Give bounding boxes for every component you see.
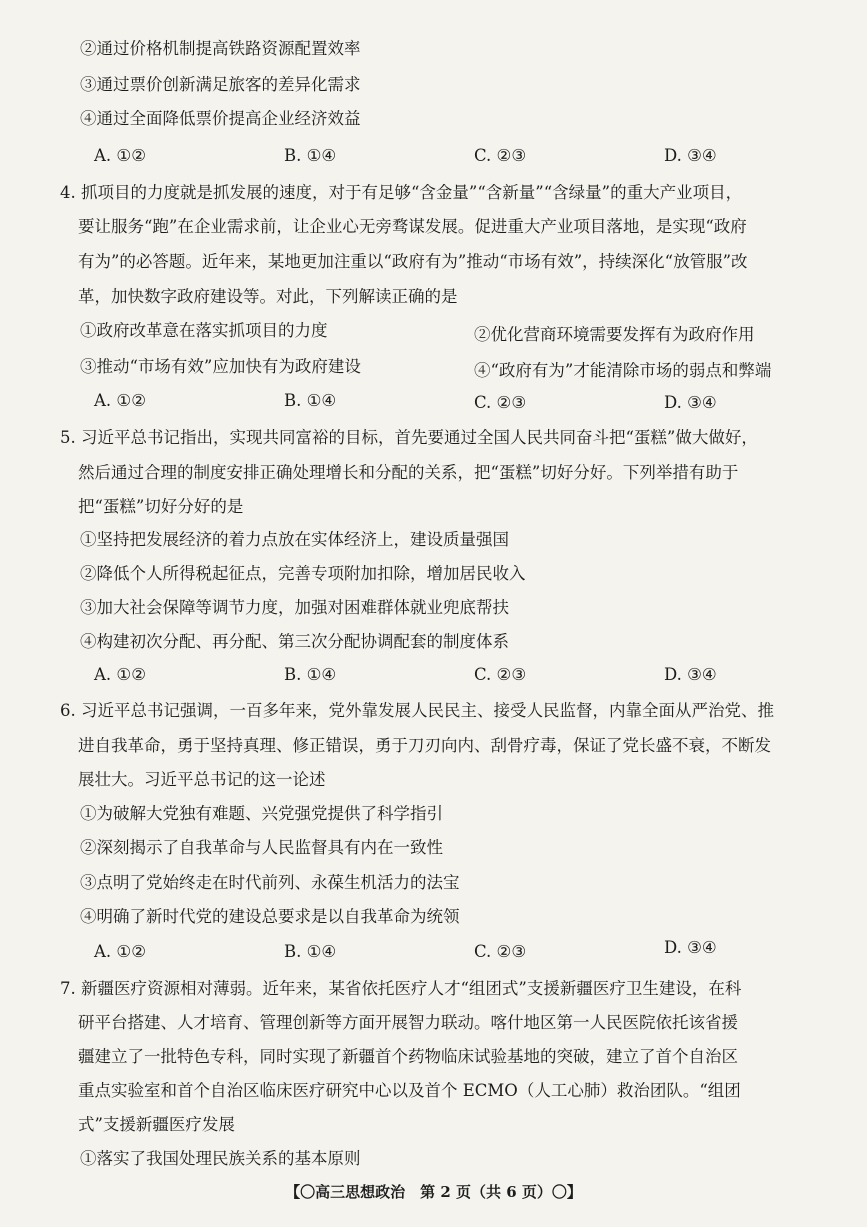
q7-stem-line-2: 研平台搭建、人才培育、管理创新等方面开展智力联动。喀什地区第一人民医院依托该省援: [78, 1013, 738, 1032]
q6-stem-line-3: 展壮大。习近平总书记的这一论述: [78, 770, 326, 789]
q3-option-d: D. ③④: [664, 146, 717, 165]
q6-item-2: ②深刻揭示了自我革命与人民监督具有内在一致性: [80, 838, 443, 857]
q5-item-4: ④构建初次分配、再分配、第三次分配协调配套的制度体系: [80, 632, 509, 651]
q5-option-a: A. ①②: [94, 665, 146, 684]
q7-stem-line-4: 重点实验室和首个自治区临床医疗研究中心以及首个 ECMO（人工心肺）救治团队。“组团: [78, 1081, 741, 1100]
q6-item-4: ④明确了新时代党的建设总要求是以自我革命为统领: [80, 907, 460, 926]
q5-stem-line-2: 然后通过合理的制度安排正确处理增长和分配的关系，把“蛋糕”切好分好。下列举措有助于: [78, 463, 739, 482]
q7-stem-line-5: 式”支援新疆医疗发展: [78, 1115, 235, 1134]
page-footer: 【〇高三思想政治 第 2 页（共 6 页）〇】: [285, 1183, 582, 1201]
q7-stem-line-3: 疆建立了一批特色专科，同时实现了新疆首个药物临床试验基地的突破，建立了首个自治区: [78, 1047, 738, 1066]
q4-stem-line-2: 要让服务“跑”在企业需求前，让企业心无旁骛谋发展。促进重大产业项目落地，是实现“政府: [78, 217, 747, 236]
q5-option-c: C. ②③: [474, 665, 527, 684]
q3-item-2: ②通过价格机制提高铁路资源配置效率: [80, 39, 361, 58]
q4-option-c: C. ②③: [474, 393, 527, 412]
q6-option-b: B. ①④: [284, 942, 337, 961]
q6-option-a: A. ①②: [94, 942, 146, 961]
q3-option-a: A. ①②: [94, 146, 146, 165]
q5-option-d: D. ③④: [664, 665, 717, 684]
q4-item-3: ③推动“市场有效”应加快有为政府建设: [80, 357, 361, 376]
q4-option-d: D. ③④: [664, 393, 717, 412]
q5-option-b: B. ①④: [284, 665, 337, 684]
q5-item-3: ③加大社会保障等调节力度，加强对困难群体就业兜底帮扶: [80, 598, 509, 617]
q6-item-1: ①为破解大党独有难题、兴党强党提供了科学指引: [80, 804, 443, 823]
q5-item-2: ②降低个人所得税起征点，完善专项附加扣除，增加居民收入: [80, 564, 526, 583]
q4-stem-line-1: 4. 抓项目的力度就是抓发展的速度，对于有足够“含金量”“含新量”“含绿量”的重大产业项目，: [60, 183, 743, 202]
q3-option-c: C. ②③: [474, 146, 527, 165]
q4-item-1: ①政府改革意在落实抓项目的力度: [80, 321, 328, 340]
q5-stem-line-3: 把“蛋糕”切好分好的是: [78, 497, 244, 516]
q4-item-4: ④“政府有为”才能清除市场的弱点和弊端: [474, 361, 772, 380]
q4-item-2: ②优化营商环境需要发挥有为政府作用: [474, 325, 755, 344]
q7-item-1: ①落实了我国处理民族关系的基本原则: [80, 1149, 361, 1168]
q3-item-3: ③通过票价创新满足旅客的差异化需求: [80, 75, 361, 94]
q5-item-1: ①坚持把发展经济的着力点放在实体经济上，建设质量强国: [80, 530, 509, 549]
q4-stem-line-4: 革，加快数字政府建设等。对此，下列解读正确的是: [78, 287, 458, 306]
q7-stem-line-1: 7. 新疆医疗资源相对薄弱。近年来，某省依托医疗人才“组团式”支援新疆医疗卫生建设，在科: [60, 979, 742, 998]
q4-stem-line-3: 有为”的必答题。近年来，某地更加注重以“政府有为”推动“市场有效”，持续深化“放管服”改: [78, 252, 748, 271]
q3-item-4: ④通过全面降低票价提高企业经济效益: [80, 109, 361, 128]
q6-stem-line-2: 进自我革命，勇于坚持真理、修正错误，勇于刀刃向内、刮骨疗毒，保证了党长盛不衰，不断发: [78, 736, 771, 755]
q4-option-a: A. ①②: [94, 391, 146, 410]
q5-stem-line-1: 5. 习近平总书记指出，实现共同富裕的目标，首先要通过全国人民共同奋斗把“蛋糕”做大做好，: [60, 428, 758, 447]
q3-option-b: B. ①④: [284, 146, 337, 165]
q6-option-d: D. ③④: [664, 938, 717, 957]
q4-option-b: B. ①④: [284, 391, 337, 410]
q6-option-c: C. ②③: [474, 942, 527, 961]
q6-stem-line-1: 6. 习近平总书记强调，一百多年来，党外靠发展人民民主、接受人民监督，内靠全面从严治党、推: [60, 701, 774, 720]
q6-item-3: ③点明了党始终走在时代前列、永葆生机活力的法宝: [80, 873, 460, 892]
